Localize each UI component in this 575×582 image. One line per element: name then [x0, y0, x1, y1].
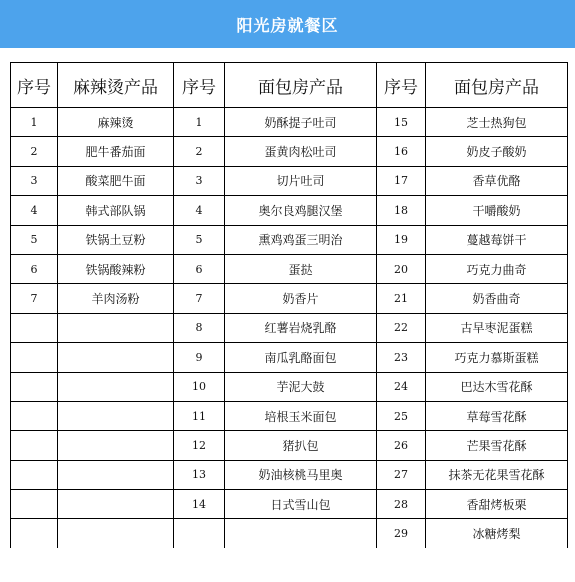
table-row [11, 166, 568, 195]
cell-bakery-product: 冰糖烤梨 [426, 519, 568, 548]
cell-bakery-product: 红薯岩烧乳酪 [225, 313, 377, 342]
cell-bakery-product: 奶香片 [225, 284, 377, 313]
cell-malatang-product [58, 401, 174, 430]
table-row [11, 313, 568, 342]
cell-bakery-product: 奶酥提子吐司 [225, 108, 377, 137]
cell-number: 8 [174, 313, 225, 342]
cell-bakery-product: 芝士热狗包 [426, 108, 568, 137]
cell-number: 2 [11, 137, 58, 166]
cell-number: 13 [174, 460, 225, 489]
cell-bakery-product [225, 519, 377, 548]
page-title: 阳光房就餐区 [236, 15, 339, 35]
table-row [11, 284, 568, 313]
cell-bakery-product: 南瓜乳酪面包 [225, 343, 377, 372]
cell-number [11, 490, 58, 519]
cell-malatang-product: 韩式部队锅 [58, 196, 174, 225]
cell-number: 3 [174, 166, 225, 195]
cell-bakery-product: 猪扒包 [225, 431, 377, 460]
cell-number: 5 [11, 225, 58, 254]
cell-bakery-product: 古早枣泥蛋糕 [426, 313, 568, 342]
cell-number: 22 [377, 313, 426, 342]
table-row [11, 490, 568, 519]
table-row [11, 372, 568, 401]
cell-number: 1 [11, 108, 58, 137]
cell-number: 6 [11, 254, 58, 283]
cell-bakery-product: 芒果雪花酥 [426, 431, 568, 460]
column-header-number: 序号 [11, 63, 58, 108]
cell-malatang-product [58, 460, 174, 489]
cell-malatang-product [58, 519, 174, 548]
cell-malatang-product [58, 343, 174, 372]
table-row [11, 343, 568, 372]
cell-number: 24 [377, 372, 426, 401]
cell-malatang-product [58, 431, 174, 460]
cell-number: 27 [377, 460, 426, 489]
cell-number: 17 [377, 166, 426, 195]
table-row [11, 401, 568, 430]
cell-number: 14 [174, 490, 225, 519]
cell-number [11, 343, 58, 372]
cell-bakery-product: 蔓越莓饼干 [426, 225, 568, 254]
cell-bakery-product: 培根玉米面包 [225, 401, 377, 430]
cell-malatang-product [58, 372, 174, 401]
cell-bakery-product: 奶香曲奇 [426, 284, 568, 313]
cell-number: 29 [377, 519, 426, 548]
cell-number: 23 [377, 343, 426, 372]
cell-bakery-product: 巴达木雪花酥 [426, 372, 568, 401]
cell-malatang-product: 肥牛番茄面 [58, 137, 174, 166]
table-header-row [11, 63, 568, 108]
cell-number: 12 [174, 431, 225, 460]
cell-number: 3 [11, 166, 58, 195]
column-header-number: 序号 [174, 63, 225, 108]
cell-number: 7 [11, 284, 58, 313]
cell-number: 9 [174, 343, 225, 372]
column-header-bakery-product: 面包房产品 [426, 63, 568, 108]
table-row [11, 254, 568, 283]
cell-bakery-product: 日式雪山包 [225, 490, 377, 519]
cell-number [11, 431, 58, 460]
table-row [11, 196, 568, 225]
table-row [11, 460, 568, 489]
table-row [11, 431, 568, 460]
cell-number [11, 313, 58, 342]
cell-malatang-product: 铁锅土豆粉 [58, 225, 174, 254]
cell-bakery-product: 抹茶无花果雪花酥 [426, 460, 568, 489]
cell-number [11, 460, 58, 489]
table-row [11, 519, 568, 548]
cell-number [174, 519, 225, 548]
cell-bakery-product: 干嚼酸奶 [426, 196, 568, 225]
cell-number: 11 [174, 401, 225, 430]
table-row [11, 108, 568, 137]
cell-number: 7 [174, 284, 225, 313]
cell-bakery-product: 香甜烤板栗 [426, 490, 568, 519]
cell-malatang-product [58, 490, 174, 519]
table-row [11, 225, 568, 254]
cell-malatang-product: 铁锅酸辣粉 [58, 254, 174, 283]
cell-bakery-product: 奥尔良鸡腿汉堡 [225, 196, 377, 225]
cell-bakery-product: 奶油核桃马里奥 [225, 460, 377, 489]
cell-number: 5 [174, 225, 225, 254]
cell-bakery-product: 奶皮子酸奶 [426, 137, 568, 166]
cell-bakery-product: 蛋黄肉松吐司 [225, 137, 377, 166]
cell-number: 15 [377, 108, 426, 137]
cell-malatang-product [58, 313, 174, 342]
cell-number: 1 [174, 108, 225, 137]
cell-number: 4 [11, 196, 58, 225]
cell-number: 25 [377, 401, 426, 430]
cell-number: 4 [174, 196, 225, 225]
cell-number: 19 [377, 225, 426, 254]
cell-malatang-product: 酸菜肥牛面 [58, 166, 174, 195]
cell-number: 6 [174, 254, 225, 283]
cell-bakery-product: 切片吐司 [225, 166, 377, 195]
cell-number: 16 [377, 137, 426, 166]
column-header-number: 序号 [377, 63, 426, 108]
cell-bakery-product: 香草优酪 [426, 166, 568, 195]
cell-bakery-product: 蛋挞 [225, 254, 377, 283]
cell-number: 20 [377, 254, 426, 283]
table-row [11, 137, 568, 166]
cell-number: 18 [377, 196, 426, 225]
cell-bakery-product: 熏鸡鸡蛋三明治 [225, 225, 377, 254]
cell-bakery-product: 巧克力曲奇 [426, 254, 568, 283]
cell-malatang-product: 麻辣烫 [58, 108, 174, 137]
cell-number: 2 [174, 137, 225, 166]
cell-number [11, 519, 58, 548]
column-header-malatang-product: 麻辣烫产品 [58, 63, 174, 108]
column-header-bakery-product: 面包房产品 [225, 63, 377, 108]
cell-bakery-product: 草莓雪花酥 [426, 401, 568, 430]
cell-number: 26 [377, 431, 426, 460]
cell-number: 10 [174, 372, 225, 401]
cell-bakery-product: 巧克力慕斯蛋糕 [426, 343, 568, 372]
cell-number: 21 [377, 284, 426, 313]
menu-table [10, 62, 568, 548]
cell-number [11, 372, 58, 401]
cell-bakery-product: 芋泥大鼓 [225, 372, 377, 401]
cell-number [11, 401, 58, 430]
page-title-banner [0, 0, 575, 48]
cell-number: 28 [377, 490, 426, 519]
cell-malatang-product: 羊肉汤粉 [58, 284, 174, 313]
